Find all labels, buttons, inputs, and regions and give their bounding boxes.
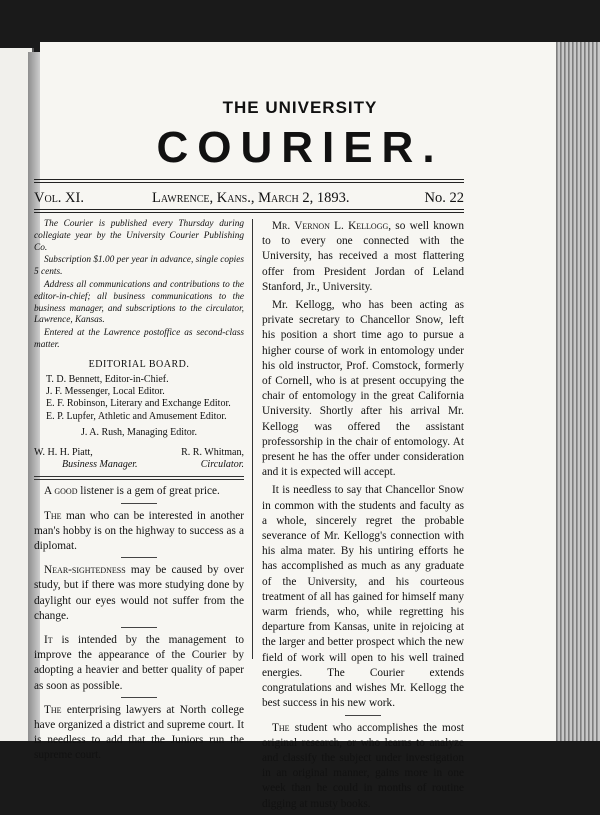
column-divider <box>252 219 253 659</box>
issue-number: No. 22 <box>424 190 464 206</box>
editorial-note: Near-sightedness may be caused by over study, but if there was more studying done by daylight our eyes would not suffer from the change. <box>34 564 244 622</box>
place-date: Lawrence, Kans., March 2, 1893. <box>152 190 350 206</box>
editorial-board-title: EDITORIAL BOARD. <box>88 358 190 370</box>
issue-rule <box>34 209 464 213</box>
right-column <box>262 219 464 815</box>
left-column <box>34 219 244 764</box>
masthead-rule <box>34 179 464 183</box>
info-paragraph: Subscription $1.00 per year in advance, single copies 5 cents. <box>34 255 244 278</box>
volume-label: Vol. XI. <box>34 190 84 206</box>
circulator-name: R. R. Whitman, <box>181 446 244 458</box>
info-paragraph: Address all communications and contributions to the editor-in-chief; all business communications to the business manager, and subscriptions to the circulator, Lawrence, Kansas. <box>34 279 244 326</box>
business-manager-title: Business Manager. <box>62 459 138 471</box>
short-rule <box>121 697 157 698</box>
section-rule <box>34 476 244 480</box>
short-rule <box>121 627 157 628</box>
short-rule <box>121 503 157 504</box>
circulator-title: Circulator. <box>200 459 244 471</box>
article-paragraph: It is needless to say that Chancellor Snow in common with the students and faculty as a whole, sincerely regret the probable severance of Mr. Kellogg's connection with his alma mater. By his untiring efforts he has accomplished as much as any graduate of the University, and his courteous treatment of all has gained for himself many warm friends, who, while regretting his departure from Kansas, unite in rejoicing at the larger and better prospect which the new field of work will open to his well trained energies. The Courier extends congratulations and wishes Mr. Kellogg the best success in his new work. <box>262 484 464 710</box>
info-paragraph: The Courier is published every Thursday during collegiate year by the University Courier Publishing Co. <box>34 219 244 253</box>
masthead-title: COURIER. <box>156 123 444 172</box>
managing-editor: J. A. Rush, Managing Editor. <box>80 426 198 438</box>
article-paragraph: The student who accomplishes the most original research, or who learns to analyze and classify the subject under investigation in an original manner, gains more in one week than he could in months of routine digging at musty books. <box>262 721 464 810</box>
publication-info <box>34 219 244 352</box>
article-paragraph: Mr. Kellogg, who has been acting as private secretary to Chancellor Snow, left his position a short time ago to pursue a higher course of work in entomology under his old instructor, Prof. Comstock, formerly of Cornell, who is at present occupying the chair of entomology in the great California University. Shortly after his arrival Mr. Kellogg was offered the assistant professorship in the chair of entomology. At present he has the offer under consideration and it is expected will accept. <box>262 299 464 479</box>
board-member: J. F. Messenger, Local Editor. <box>46 386 165 398</box>
business-staff <box>34 447 244 471</box>
article-paragraph: Mr. Vernon L. Kellogg, so well known to to every one connected with the University, has received a most flattering offer from President Jordan of Leland Stanford, Jr., University. <box>262 220 464 293</box>
editorial-note: A good listener is a gem of great price. <box>44 485 220 498</box>
short-rule <box>345 715 381 716</box>
board-member: T. D. Bennett, Editor-in-Chief. <box>46 373 169 385</box>
business-manager-name: W. H. H. Piatt, <box>34 446 93 458</box>
editorial-note: It is intended by the management to improve the appearance of the Courier by adopting a heavier and better quality of paper as soon as possible. <box>34 634 244 692</box>
info-paragraph: Entered at the Lawrence postoffice as second-class matter. <box>34 328 244 350</box>
board-member: E. F. Robinson, Literary and Exchange Editor. <box>46 398 231 410</box>
short-rule <box>121 557 157 558</box>
masthead-subtitle: THE UNIVERSITY <box>222 98 378 117</box>
editorial-note: The man who can be interested in another man's hobby is on the highway to success as a diplomat. <box>34 509 244 552</box>
board-member: E. P. Lupfer, Athletic and Amusement Editor. <box>46 410 227 422</box>
editorial-note: The enterprising lawyers at North college have organized a district and supreme court. It is needless to add that the Juniors run the supreme court. <box>34 703 244 762</box>
